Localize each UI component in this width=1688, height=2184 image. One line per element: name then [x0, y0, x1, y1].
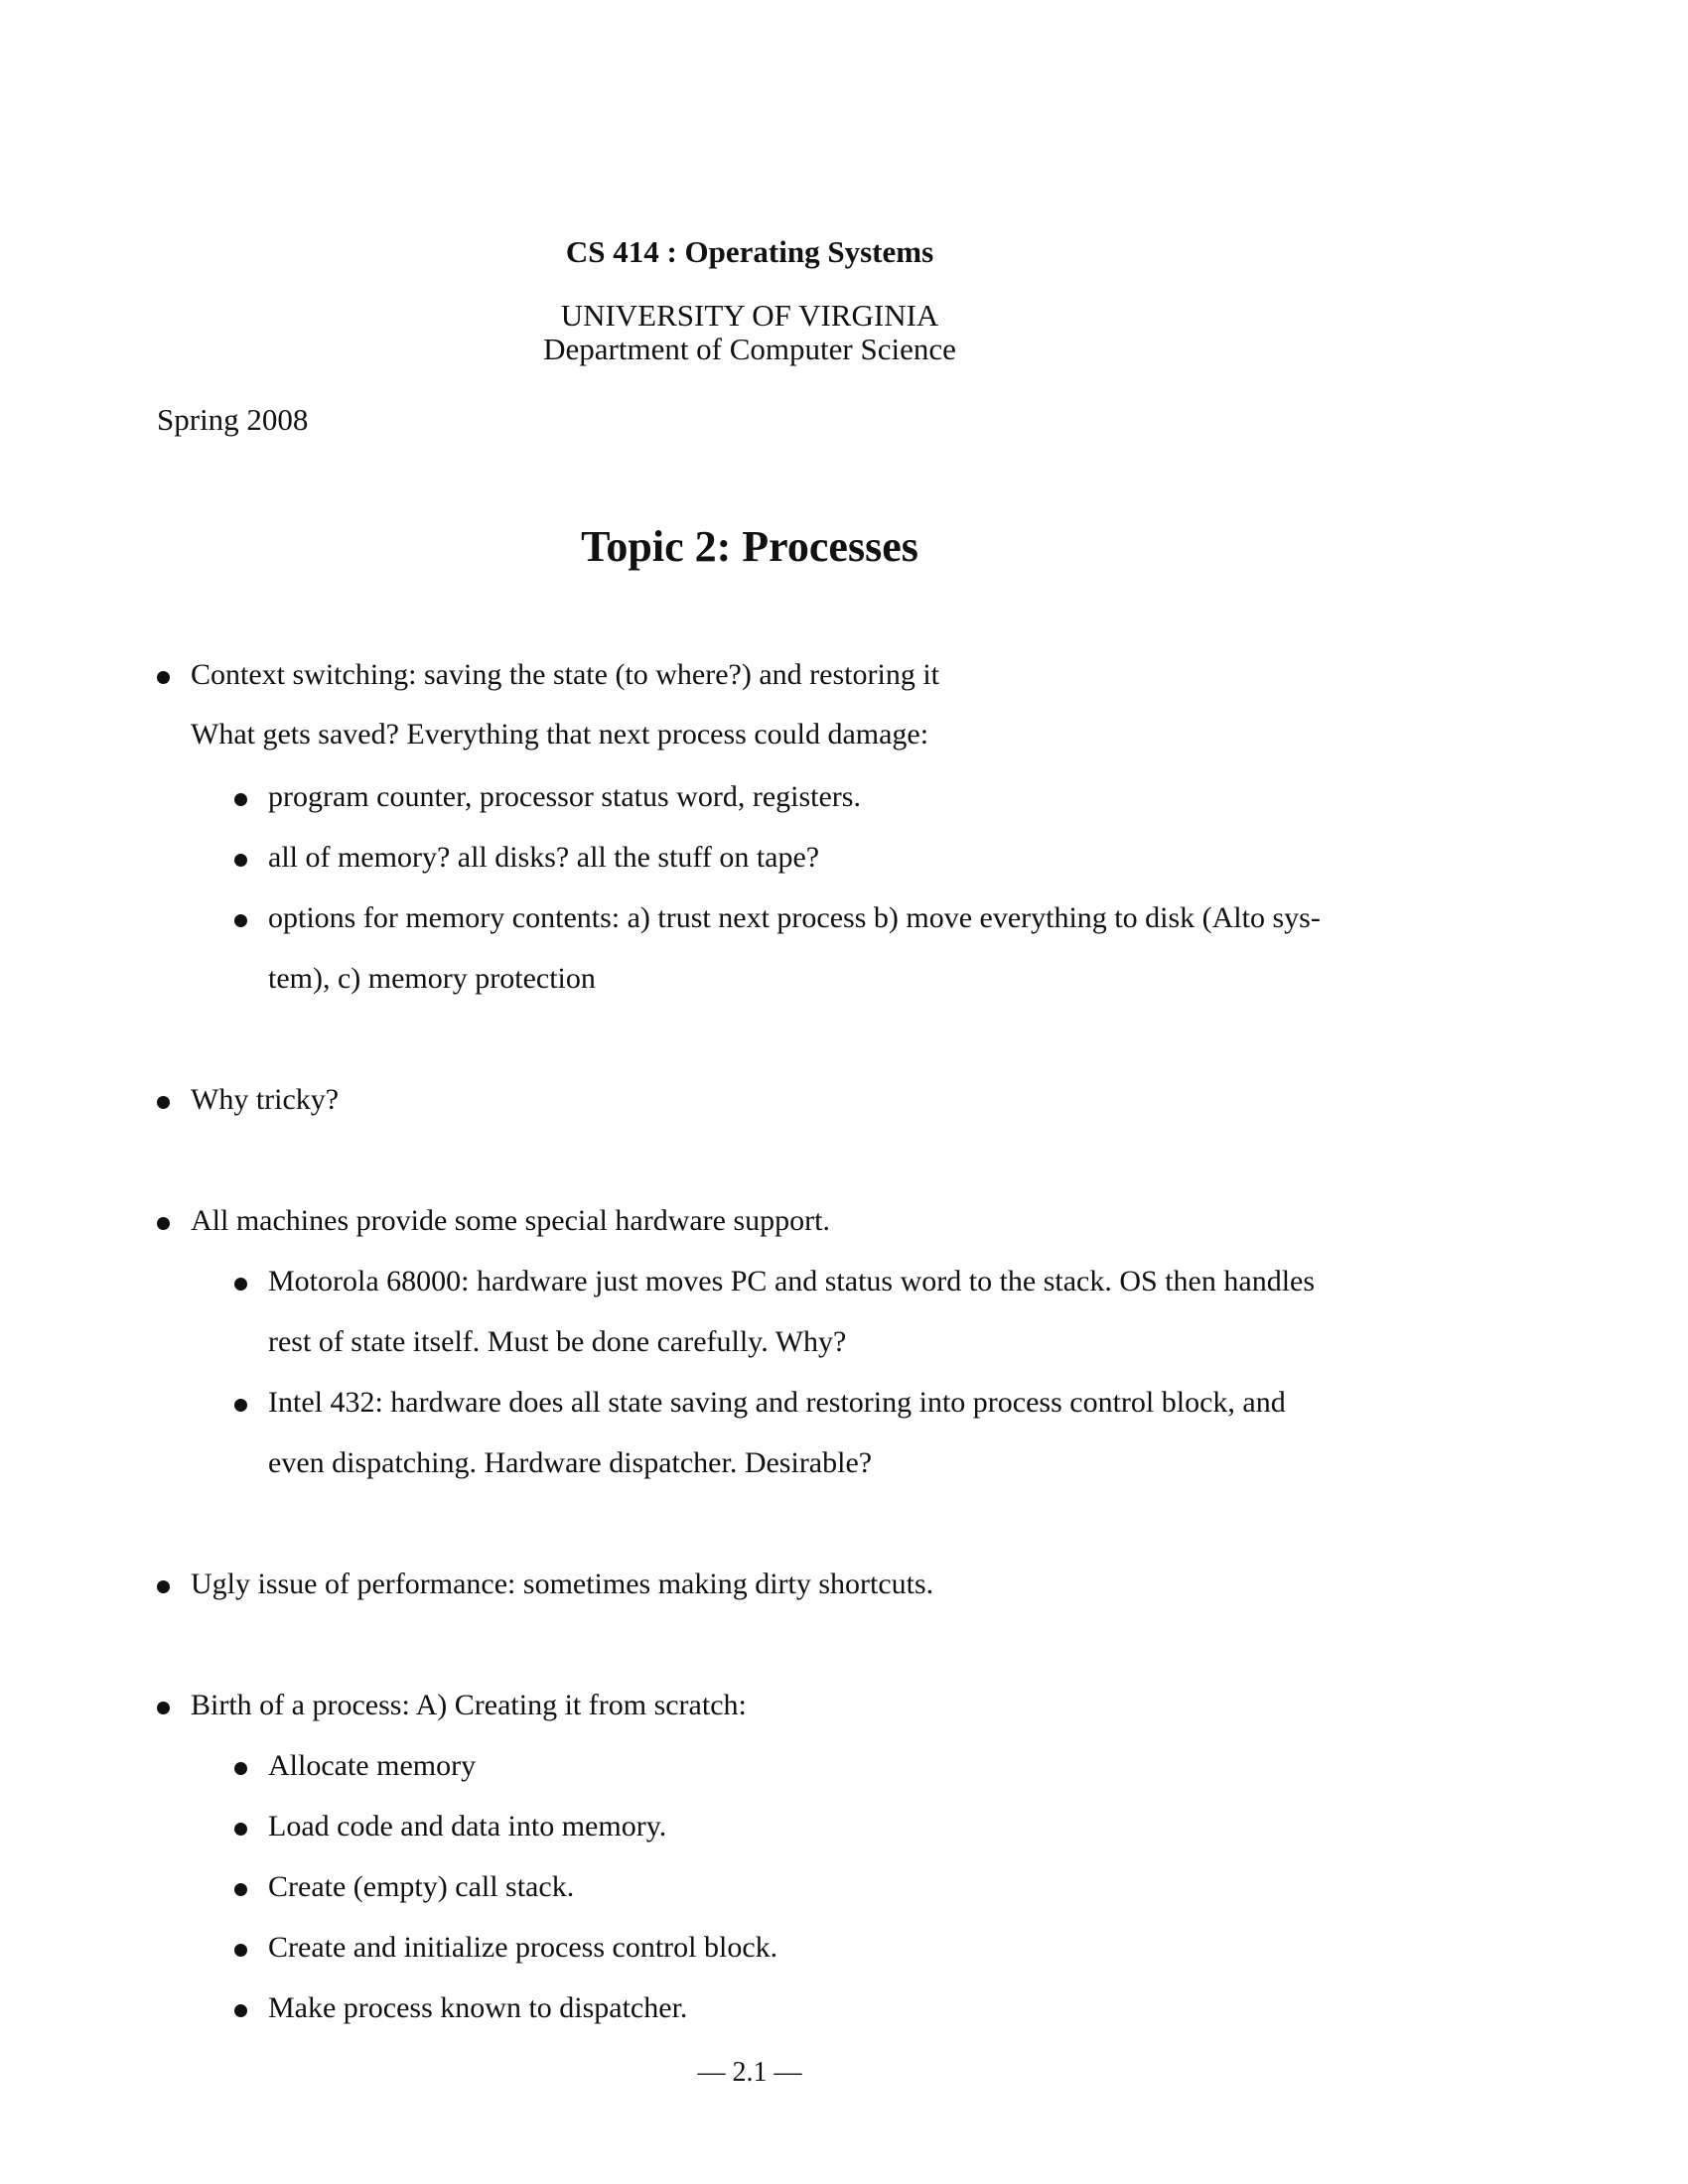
list-item: Create (empty) call stack.	[268, 1870, 575, 1903]
list-item-hardware-support: All machines provide some special hardware support.	[191, 1204, 830, 1237]
bullet-icon	[157, 671, 170, 684]
list-item-continuation: rest of state itself. Must be done carefully. Why?	[268, 1325, 847, 1358]
bullet-icon	[234, 1399, 247, 1412]
list-item: all of memory? all disks? all the stuff on tape?	[268, 841, 820, 874]
list-item-continuation: even dispatching. Hardware dispatcher. Desirable?	[268, 1446, 873, 1479]
list-item: Make process known to dispatcher.	[268, 1991, 688, 2024]
list-item: Load code and data into memory.	[268, 1810, 667, 1843]
list-item-continuation: tem), c) memory protection	[268, 962, 596, 995]
list-item: Create and initialize process control block.	[268, 1931, 778, 1964]
list-item: program counter, processor status word, registers.	[268, 780, 861, 813]
bullet-icon	[234, 2004, 247, 2017]
page-title: Topic 2: Processes	[581, 522, 918, 571]
list-item: Intel 432: hardware does all state saving and restoring into process control block, and	[268, 1386, 1286, 1419]
semester-label: Spring 2008	[157, 402, 309, 437]
list-item-why-tricky: Why tricky?	[191, 1083, 340, 1116]
list-item-birth-of-process: Birth of a process: A) Creating it from scratch:	[191, 1689, 747, 1721]
bullet-icon	[234, 1944, 247, 1957]
list-item-context-switching: Context switching: saving the state (to where?) and restoring it	[191, 658, 939, 691]
department-name: Department of Computer Science	[543, 332, 956, 366]
bullet-icon	[157, 1580, 170, 1593]
bullet-icon	[234, 1762, 247, 1775]
list-item: Allocate memory	[268, 1749, 477, 1782]
bullet-icon	[234, 854, 247, 867]
bullet-icon	[157, 1217, 170, 1230]
university-name: UNIVERSITY OF VIRGINIA	[560, 298, 939, 333]
page-number: — 2.1 —	[697, 2057, 802, 2088]
paragraph-what-gets-saved: What gets saved? Everything that next process could damage:	[191, 718, 929, 751]
list-item-performance: Ugly issue of performance: sometimes making dirty shortcuts.	[191, 1568, 934, 1600]
bullet-icon	[157, 1702, 170, 1714]
bullet-icon	[234, 793, 247, 806]
bullet-icon	[234, 1883, 247, 1896]
list-item: Motorola 68000: hardware just moves PC and status word to the stack. OS then handles	[268, 1265, 1316, 1297]
list-item: options for memory contents: a) trust next process b) move everything to disk (Alto sys-	[268, 901, 1321, 934]
bullet-icon	[234, 914, 247, 927]
bullet-icon	[157, 1096, 170, 1109]
institution-block	[0, 299, 1499, 366]
bullet-icon	[234, 1823, 247, 1836]
bullet-icon	[234, 1278, 247, 1291]
course-title: CS 414 : Operating Systems	[565, 234, 934, 269]
